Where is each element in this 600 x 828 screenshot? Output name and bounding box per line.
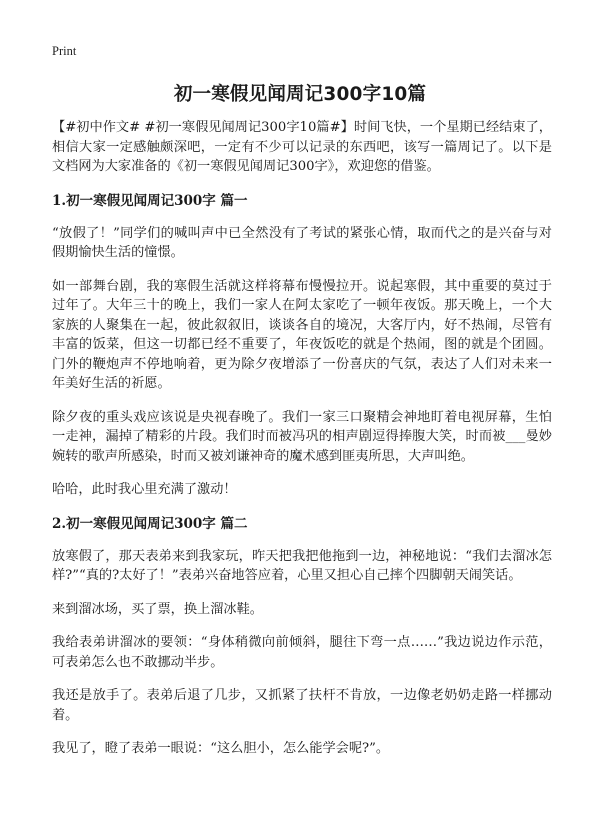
section-2-paragraph-2: 来到溜冰场，买了票，换上溜冰鞋。 <box>52 601 263 617</box>
section-2-paragraph-4: 我还是放手了。表弟后退了几步，又抓紧了扶杆不肯放，一边像老奶奶走路一样挪动着。 <box>52 688 552 723</box>
section-2-paragraph-1: 放寒假了，那天表弟来到我家玩，昨天把我把他拖到一边，神秘地说：“我们去溜冰怎样?”“真的?太好了！”表弟兴奋地答应着，心里又担心自己摔个四脚朝天闹笑话。 <box>52 548 552 583</box>
page-title: 初一寒假见闻周记300字10篇 <box>173 84 427 105</box>
print-label: Print <box>52 44 77 58</box>
section-heading-1: 1.初一寒假见闻周记300字 篇一 <box>52 192 248 209</box>
intro-paragraph: 【#初中作文# #初一寒假见闻周记300字10篇#】时间飞快，一个星期已经结束了，相信大家一定感触颇深吧，一定有不少可以记录的东西吧，该写一篇周记了。以下是文档网为大家准备的《初一寒假见闻周记300字》，欢迎您的借鉴。 <box>52 120 552 174</box>
section-heading-2: 2.初一寒假见闻周记300字 篇二 <box>52 515 248 532</box>
section-1-paragraph-4: 哈哈，此时我心里充满了激动！ <box>52 482 237 497</box>
section-1-paragraph-1: “放假了！”同学们的喊叫声中已全然没有了考试的紧张心情，取而代之的是兴奋与对假期愉快生活的憧憬。 <box>52 225 552 260</box>
section-1-paragraph-2: 如一部舞台剧，我的寒假生活就这样将幕布慢慢拉开。说起寒假，其中重要的莫过于过年了。大年三十的晚上，我们一家人在阿太家吃了一顿年夜饭。那天晚上，一个大家族的人聚集在一起，彼此叙叙旧，谈谈各自的境况，大客厅内，好不热闹，尽管有丰富的饭菜，但这一切都已经不重要了，年夜饭吃的就是个热闹，图的就是个团圆。门外的鞭炮声不停地响着，更为除夕夜增添了一份喜庆的气氛，表达了人们对未来一年美好生活的祈愿。 <box>52 278 552 391</box>
section-1-paragraph-3: 除夕夜的重头戏应该说是央视春晚了。我们一家三口聚精会神地盯着电视屏幕，生怕一走神，漏掉了精彩的片段。我们时而被冯巩的相声剧逗得捧腹大笑，时而被___曼妙婉转的歌声所感染，时而又被刘谦神奇的魔术感到匪夷所思，大声叫绝。 <box>52 409 552 464</box>
article-body <box>52 118 552 773</box>
section-2-paragraph-3: 我给表弟讲溜冰的要领：“身体稍微向前倾斜，腿往下弯一点……”我边说边作示范，可表弟怎么也不敢挪动半步。 <box>52 635 552 670</box>
section-2-paragraph-5: 我见了，瞪了表弟一眼说：“这么胆小，怎么能学会呢?”。 <box>52 741 390 756</box>
